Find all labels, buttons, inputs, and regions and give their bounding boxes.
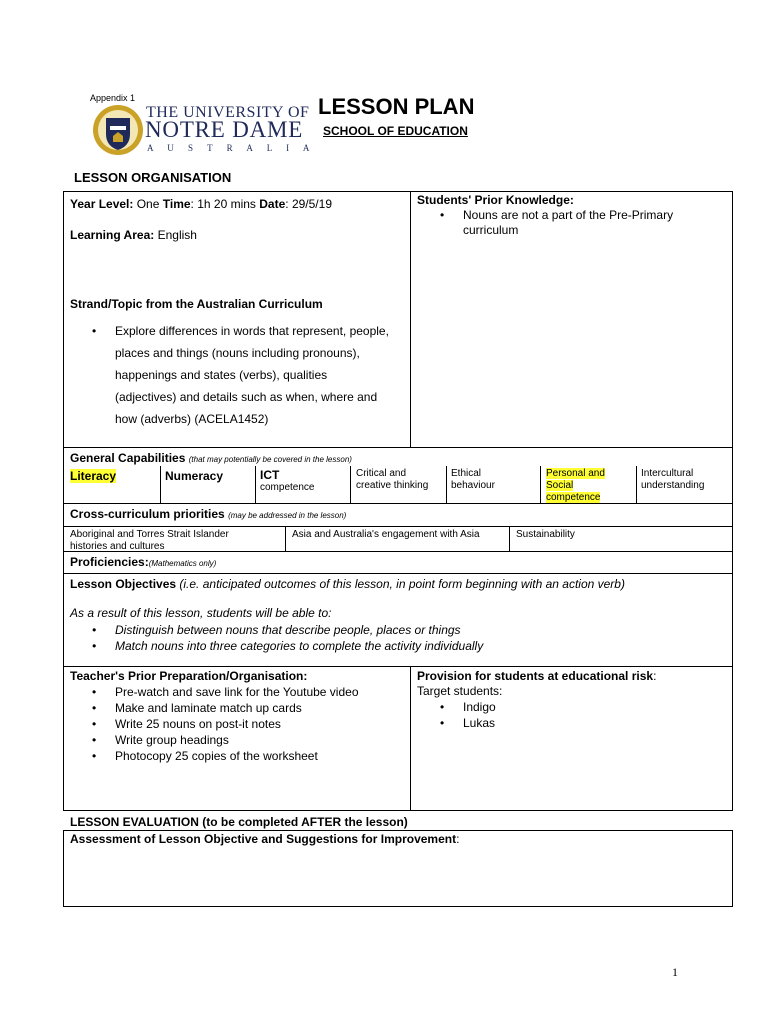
preparation-item: • Photocopy 25 copies of the worksheet	[92, 748, 407, 764]
page-number: 1	[672, 965, 678, 979]
learning-area-value: English	[157, 228, 197, 242]
general-capabilities-note: (that may potentially be covered in the lesson)	[188, 455, 352, 464]
proficiencies-note: (Mathematics only)	[148, 559, 217, 568]
preparation-item: • Make and laminate match up cards	[92, 700, 407, 716]
target-student-item: • Indigo	[440, 699, 496, 715]
general-capabilities-label: General Capabilities	[70, 451, 186, 465]
university-name-line3: A U S T R A L I A	[147, 143, 316, 153]
strand-list	[92, 320, 407, 430]
strand-topic-label: Strand/Topic from the Australian Curriculum	[70, 297, 323, 311]
page-title: LESSON PLAN	[318, 94, 475, 119]
target-students-list	[440, 699, 496, 731]
strand-item-cont: how (adverbs) (ACELA1452)	[115, 412, 269, 426]
preparation-list	[92, 684, 407, 764]
capability-critical-thinking: Critical and creative thinking	[356, 468, 429, 491]
target-student-item: • Lukas	[440, 715, 496, 731]
capability-intercultural: Intercultural understanding	[641, 468, 705, 491]
appendix-label: Appendix 1	[90, 93, 136, 103]
cross-curriculum-note: (may be addressed in the lesson)	[228, 511, 347, 520]
objective-item: • Distinguish between nouns that describe people, places or things	[92, 622, 712, 638]
university-crest-icon	[91, 104, 145, 156]
strand-item-cont: places and things (nouns including pronouns),	[115, 346, 360, 360]
provision-label: Provision for students at educational risk	[417, 669, 654, 683]
preparation-label: Teacher's Prior Preparation/Organisation:	[70, 669, 308, 683]
time-label: Time	[162, 197, 191, 211]
objectives-list	[92, 622, 712, 654]
university-logo	[91, 104, 145, 156]
university-name-line1: THE UNIVERSITY OF	[146, 104, 310, 121]
year-level-label: Year Level:	[70, 197, 134, 211]
date-label: Date	[259, 197, 286, 211]
evaluation-assessment-heading: Assessment of Lesson Objective and Suggestions for Improvement:	[70, 832, 460, 846]
strand-item-cont: happenings and states (verbs), qualities	[115, 368, 328, 382]
preparation-item: • Write 25 nouns on post-it notes	[92, 716, 407, 732]
lesson-objectives-note: (i.e. anticipated outcomes of this lesson, in point form beginning with an action verb)	[179, 577, 625, 591]
section-heading-organisation: LESSON ORGANISATION	[74, 170, 232, 185]
general-capabilities-heading	[70, 451, 352, 465]
time-value: : 1h 20 mins	[190, 197, 256, 211]
strand-item-cont: (adjectives) and details such as when, where and	[115, 390, 378, 404]
priority-aboriginal: Aboriginal and Torres Strait Islander histories and cultures	[70, 529, 229, 552]
lesson-objectives-label: Lesson Objectives	[70, 577, 177, 591]
prior-knowledge-item: • Nouns are not a part of the Pre-Primary curriculum	[440, 208, 725, 238]
capability-personal-social: Personal and Social competence	[546, 468, 605, 503]
proficiencies-heading	[70, 555, 216, 569]
preparation-item: • Write group headings	[92, 732, 407, 748]
learning-area-line	[70, 228, 197, 242]
lesson-objectives-heading	[70, 577, 625, 591]
capability-numeracy: Numeracy	[165, 469, 224, 483]
objective-item: • Match nouns into three categories to complete the activity individually	[92, 638, 712, 654]
capability-ethical-behaviour: Ethical behaviour	[451, 468, 495, 491]
prior-knowledge-list	[440, 208, 725, 238]
date-value: : 29/5/19	[285, 197, 332, 211]
evaluation-assessment-label: Assessment of Lesson Objective and Suggestions for Improvement	[70, 832, 457, 846]
provision-heading: Provision for students at educational risk:	[417, 669, 657, 683]
cross-curriculum-heading	[70, 507, 346, 521]
year-time-date-line	[70, 197, 332, 211]
lesson-evaluation-heading: LESSON EVALUATION (to be completed AFTER the lesson)	[70, 815, 408, 829]
strand-item: • Explore differences in words that represent, people,	[92, 320, 407, 342]
preparation-item: • Pre-watch and save link for the Youtube video	[92, 684, 407, 700]
cross-curriculum-label: Cross-curriculum priorities	[70, 507, 225, 521]
learning-area-label: Learning Area:	[70, 228, 155, 242]
target-students-label: Target students:	[417, 684, 503, 698]
capability-ict: ICT competence	[260, 468, 315, 493]
university-name-line2: NOTRE DAME	[145, 117, 304, 142]
page-subtitle: SCHOOL OF EDUCATION	[323, 124, 468, 138]
capability-literacy: Literacy	[70, 469, 117, 483]
priority-sustainability: Sustainability	[516, 529, 575, 540]
proficiencies-label: Proficiencies:	[70, 555, 149, 569]
prior-knowledge-label: Students' Prior Knowledge:	[417, 193, 574, 207]
priority-asia: Asia and Australia's engagement with Asia	[292, 529, 480, 540]
year-level-value: One	[136, 197, 160, 211]
objectives-intro: As a result of this lesson, students will be able to:	[70, 606, 332, 620]
